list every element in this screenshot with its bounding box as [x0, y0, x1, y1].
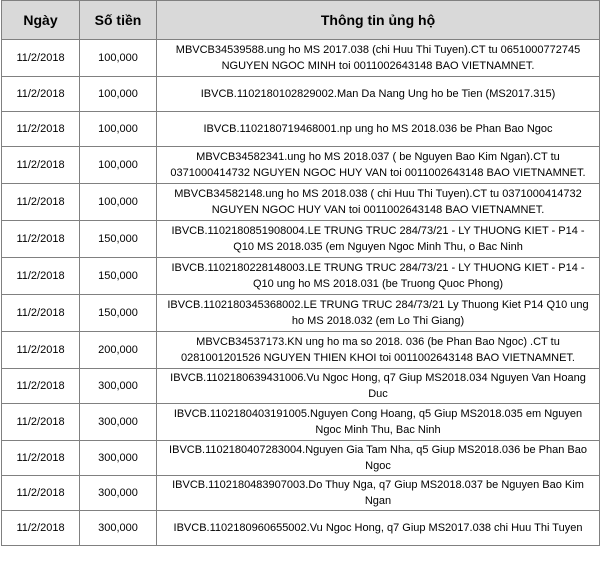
cell-amount: 100,000 — [80, 40, 157, 77]
cell-date: 11/2/2018 — [2, 40, 80, 77]
cell-amount: 100,000 — [80, 147, 157, 184]
header-info: Thông tin ủng hộ — [157, 1, 600, 40]
cell-date: 11/2/2018 — [2, 147, 80, 184]
cell-date: 11/2/2018 — [2, 404, 80, 441]
table-row — [2, 147, 600, 184]
table-row — [2, 77, 600, 112]
cell-amount: 300,000 — [80, 404, 157, 441]
table-row — [2, 184, 600, 221]
cell-amount: 200,000 — [80, 332, 157, 369]
cell-amount: 100,000 — [80, 112, 157, 147]
table-row — [2, 404, 600, 441]
donations-table — [1, 0, 600, 546]
table-header-row — [2, 1, 600, 40]
table-row — [2, 332, 600, 369]
table-row — [2, 369, 600, 404]
cell-info: IBVCB.1102180960655002.Vu Ngoc Hong, q7 Giup MS2017.038 chi Huu Thi Tuyen — [157, 511, 600, 546]
cell-date: 11/2/2018 — [2, 77, 80, 112]
cell-date: 11/2/2018 — [2, 184, 80, 221]
cell-date: 11/2/2018 — [2, 369, 80, 404]
table-row — [2, 476, 600, 511]
cell-date: 11/2/2018 — [2, 221, 80, 258]
cell-amount: 150,000 — [80, 221, 157, 258]
cell-amount: 300,000 — [80, 441, 157, 476]
cell-info: MBVCB34582341.ung ho MS 2018.037 ( be Nguyen Bao Kim Ngan).CT tu 0371000414732 NGUYEN NGOC HUY VAN toi 0011002643148 BAO VIETNAMNET. — [157, 147, 600, 184]
cell-date: 11/2/2018 — [2, 511, 80, 546]
cell-amount: 300,000 — [80, 476, 157, 511]
cell-info: IBVCB.1102180483907003.Do Thuy Nga, q7 Giup MS2018.037 be Nguyen Bao Kim Ngan — [157, 476, 600, 511]
cell-date: 11/2/2018 — [2, 258, 80, 295]
cell-info: IBVCB.1102180639431006.Vu Ngoc Hong, q7 Giup MS2018.034 Nguyen Van Hoang Duc — [157, 369, 600, 404]
cell-info: IBVCB.1102180851908004.LE TRUNG TRUC 284/73/21 - LY THUONG KIET - P14 - Q10 MS 2018.035 (em Nguyen Ngoc Minh Thu, o Bac Ninh — [157, 221, 600, 258]
cell-date: 11/2/2018 — [2, 332, 80, 369]
cell-info: IBVCB.1102180407283004.Nguyen Gia Tam Nha, q5 Giup MS2018.036 be Phan Bao Ngoc — [157, 441, 600, 476]
cell-info: MBVCB34539588.ung ho MS 2017.038 (chi Huu Thi Tuyen).CT tu 0651000772745 NGUYEN NGOC MINH toi 0011002643148 BAO VIETNAMNET. — [157, 40, 600, 77]
table-row — [2, 258, 600, 295]
cell-info: MBVCB34582148.ung ho MS 2018.038 ( chi Huu Thi Tuyen).CT tu 0371000414732 NGUYEN NGOC HUY VAN toi 0011002643148 BAO VIETNAMNET. — [157, 184, 600, 221]
cell-amount: 300,000 — [80, 369, 157, 404]
cell-amount: 100,000 — [80, 184, 157, 221]
header-amount: Số tiền — [80, 1, 157, 40]
cell-info: IBVCB.1102180403191005.Nguyen Cong Hoang, q5 Giup MS2018.035 em Nguyen Ngoc Minh Thu, Bac Ninh — [157, 404, 600, 441]
cell-info: IBVCB.1102180719468001.np ung ho MS 2018.036 be Phan Bao Ngoc — [157, 112, 600, 147]
cell-date: 11/2/2018 — [2, 476, 80, 511]
cell-date: 11/2/2018 — [2, 295, 80, 332]
cell-amount: 150,000 — [80, 258, 157, 295]
header-date: Ngày — [2, 1, 80, 40]
cell-amount: 300,000 — [80, 511, 157, 546]
cell-info: IBVCB.1102180102829002.Man Da Nang Ung ho be Tien (MS2017.315) — [157, 77, 600, 112]
table-row — [2, 441, 600, 476]
cell-date: 11/2/2018 — [2, 441, 80, 476]
cell-info: IBVCB.1102180345368002.LE TRUNG TRUC 284/73/21 Ly Thuong Kiet P14 Q10 ung ho MS 2018.032 (em Lo Thi Giang) — [157, 295, 600, 332]
table-row — [2, 112, 600, 147]
cell-date: 11/2/2018 — [2, 112, 80, 147]
cell-info: IBVCB.1102180228148003.LE TRUNG TRUC 284/73/21 - LY THUONG KIET - P14 - Q10 ung ho MS 2018.031 (be Truong Quoc Phong) — [157, 258, 600, 295]
cell-info: MBVCB34537173.KN ung ho ma so 2018. 036 (be Phan Bao Ngoc) .CT tu 0281001201526 NGUYEN THIEN KHOI toi 0011002643148 BAO VIETNAMNET. — [157, 332, 600, 369]
table-row — [2, 511, 600, 546]
table-row — [2, 221, 600, 258]
cell-amount: 150,000 — [80, 295, 157, 332]
table-row — [2, 40, 600, 77]
table-row — [2, 295, 600, 332]
cell-amount: 100,000 — [80, 77, 157, 112]
